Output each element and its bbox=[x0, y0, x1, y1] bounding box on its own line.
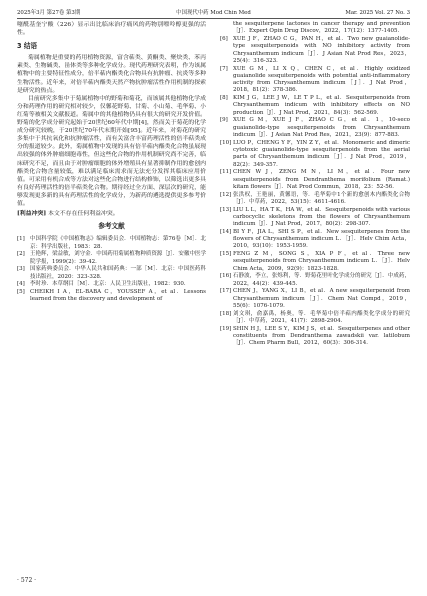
reference-number bbox=[220, 21, 233, 36]
reference-text: 中国科学院《中国植物志》编辑委员会．中国植物志：第76卷［M］．北京：科学出版社，1983：28． bbox=[30, 236, 206, 250]
reference-item bbox=[220, 192, 410, 207]
reference-number: [18] bbox=[220, 310, 232, 317]
reference-number: [2] bbox=[17, 251, 25, 258]
reference-number: [13] bbox=[220, 206, 232, 213]
reference-item bbox=[220, 229, 410, 251]
reference-text: KIM J G，LEE J W，LE T P L，et al．Sesquiterpenoids from Chrysanthemum indicum with inhibitory effects on NO production［J］．J Nat Prod，2021，84(3)：562-569． bbox=[233, 95, 410, 116]
reference-number: [5] bbox=[17, 288, 25, 295]
reference-text: 张洪权，王艳丽，黄馨语，等．毛华菊中1个新的愈创木内酯类化合物［J］．中草药，2022，53(15)：4611-4616． bbox=[233, 191, 410, 205]
reference-number: [7] bbox=[220, 65, 228, 72]
reference-text: XUE G M，XUE J F，ZHAO C G，et al．1，10-seco guaianolide-type sesquiterpenoids from Chrysanthemum indicum［J］．J Asian Nat Prod Res，2021，23(9)：877-883． bbox=[233, 117, 410, 139]
reference-text: LUO P，CHENG Y F，YIN Z Y，et al．Monomeric and dimeric cytotoxic guaianolide-type sesquiterpenoids from the aerial parts of Chrysanthemum indicum［J］．J Nat Prod，2019，82(2)：349-357． bbox=[233, 139, 410, 168]
reference-text: 国家药典委员会．中华人民共和国药典：一部［M］．北京：中国医药科技出版社，2020：323-328． bbox=[30, 266, 206, 280]
reference-number: [9] bbox=[220, 117, 228, 124]
reference-text: SHIN H J，LEE S Y，KIM J S，et al．Sesquiterpenes and other constituents from Dendranthema zawadskii var. latilobum［J］．Chem Pharm Bull，2012，60(3)：306-314． bbox=[233, 325, 410, 347]
reference-number: [4] bbox=[17, 281, 25, 288]
conflict-statement bbox=[17, 210, 206, 218]
reference-number: [19] bbox=[220, 325, 232, 332]
reference-number: [10] bbox=[220, 139, 232, 146]
body-paragraph-1: 菊属植物是重要的药用植物资源，富含萜类、黄酮类、聚炔类、苯丙素类、生物碱类、甾体类等多种化学成分。现代药理研究表明，作为该属植物中的主要特征性成分，倍半萜内酯类化合物具有抗肿瘤、抗炎等多种生物活性。近年来，对倍半萜内酯类天然产物抗肿瘤活性作用机制的探索是研究的热点。 bbox=[17, 55, 206, 94]
header-volume: Mar. 2025 Vol. 27 No. 3 bbox=[345, 10, 410, 16]
reference-text: FENG Z M，SONG S，XIA P F，et al．Three new sesquiterpenoids from Chrysanthemum indicum L．［J］．Helv Chim Acta，2009，92(9)：1823-1828． bbox=[233, 251, 410, 272]
body-paragraph-2: 目前研究多集中于菊属植物中的野菊和菊花，而该属其他植物化学成分和药理作用的研究相对较少，仅馨花野菊、甘菊、小山菊、毛华菊、小红菊等被相关文献报道。菊属中的其他植物仍具有很大的研究开发价值。野菊的化学成分研究起始于20世纪60年代中期[4]，然而关于菊花的化学成分研究较晚，于20世纪70年代末期开始[95]。近年来，对菊花的研究多集中于其抗氧化和抗肿瘤活性，而有关富含丰富药理活性的倍半萜类成分的报道较少。此外，菊属植物中发现的具有倍半萜内酯类化合物虽展现出较强的体外肿瘤细胞毒性，但这些化合物的作用机制研究尚不完善，临床研究不足，而且由于对肿瘤细胞的体外增殖具有显著抑制作用的愈创内酯类化合物含量较低，难以满足临床需求而无法充分发挥其临床应用价值。可采用有机合成等方法对这些化合物进行结构修饰，以筛选出更多具有良好药理活性的倍半萜类化合物。期待经过全方面、深层次的研究，能够发现更多新的具有药理活性的化学成分，为新药的遴选提供更多参考价值。 bbox=[17, 95, 206, 207]
reference-item bbox=[220, 95, 410, 117]
reference-number: [3] bbox=[17, 266, 25, 273]
reference-text: 王艳辉，梁益敏，刘守金．中国药用菊属植物种质资源［J］．安徽中医学院学报，1999(2)：39-42． bbox=[30, 251, 206, 265]
reference-item bbox=[17, 236, 206, 251]
conflict-text: 本文不存在任何利益冲突。 bbox=[48, 211, 119, 218]
reference-item bbox=[220, 140, 410, 169]
reference-number: [15] bbox=[220, 251, 232, 258]
reference-number: [17] bbox=[220, 288, 232, 295]
reference-item bbox=[17, 251, 206, 266]
reference-item bbox=[220, 288, 410, 310]
reference-text: CHEN W J，ZENG M N，LI M，et al．Four new sesquiterpenoids from Dendranthema morifolium (Ramat.) kitam flowers［J］．Nat Prod Commun，2018，23：52-56． bbox=[233, 169, 410, 190]
intro-paragraph: 噻酰基奎宁酸（226）显示出比临床治疗痛风的药物别嘌呤醇更强的活性。 bbox=[17, 22, 206, 37]
left-column bbox=[17, 21, 206, 304]
reference-item bbox=[220, 36, 410, 65]
reference-item bbox=[220, 21, 410, 36]
header-journal: 中国现代中药 Mod Chin Med bbox=[176, 10, 251, 16]
reference-item bbox=[17, 289, 206, 304]
section-heading: 3 结语 bbox=[17, 42, 38, 51]
reference-number: [8] bbox=[220, 95, 228, 102]
reference-number: [11] bbox=[220, 169, 232, 176]
running-header bbox=[17, 4, 410, 19]
reference-item bbox=[220, 251, 410, 273]
reference-number: [14] bbox=[220, 228, 232, 235]
reference-item bbox=[220, 273, 410, 288]
reference-item bbox=[17, 281, 206, 288]
page-number: · 572 · bbox=[17, 577, 37, 584]
reference-item bbox=[220, 66, 410, 95]
right-column bbox=[220, 21, 410, 349]
reference-text: LIU L L，HA T K，HA W，et al．Sesquiterpenoids with various carbocyclic skeletons from the flowers of Chrysanthemum indicum［J］．J Nat Prod，2017，80(2)：298-307． bbox=[233, 206, 410, 228]
reference-item bbox=[17, 266, 206, 281]
conflict-tag: [利益冲突] bbox=[17, 210, 47, 218]
reference-text: 刘文琪，俞嘉禹，杨奥，等．毛华菊中倍半萜内酯类化学成分的研究［J］．中草药，2021，41(7)：2898-2904． bbox=[233, 310, 410, 324]
reference-item bbox=[220, 117, 410, 139]
reference-text: 石静波，李立，张烁利，等．野菊花里叶化学成分的研究［J］．中成药，2022，44(2)：439-445． bbox=[233, 273, 410, 287]
reference-list-left bbox=[17, 236, 206, 303]
references-heading: 参考文献 bbox=[98, 222, 125, 231]
reference-item bbox=[220, 326, 410, 348]
reference-number: [16] bbox=[220, 273, 232, 280]
reference-text: XUE J F，ZHAO C G，PAN H，et al．Two new guaianolide-type sesquiterpenoids with NO inhibitory activity from Chrysanthemum indicum［J］．J Asian Nat Prod Res，2023，25(4)：316-323． bbox=[233, 35, 410, 64]
reference-text: CHEN J，YANG X，LI B，et al．A new sesquiterpenoid from Chrysanthemum indicum［J］．Chem Nat Compd，2019，55(6)：1076-1079． bbox=[233, 288, 410, 309]
reference-item bbox=[220, 311, 410, 326]
reference-text: 李时珍．本草纲目［M］．北京：人民卫生出版社，1982：930． bbox=[30, 281, 190, 288]
reference-text: BI Y F，JIA L，SHI S P，et al．New sesquiterpenes from the flowers of Chrysanthemum indicum L．［J］．Helv Chim Acta，2010，93(10)：1953-1959． bbox=[233, 228, 410, 250]
reference-number: [1] bbox=[17, 236, 25, 243]
reference-text: CHEIKH I A，EL-BABA C，YOUSSEF A，et al．Lessons learned from the discovery and development of bbox=[30, 288, 206, 303]
reference-text: XUE G M，LI X Q，CHEN C，et al．Highly oxidized guaianolide sesquiterpenoids with potential anti-inflammatory activity from Chrysanthemum indicum［J］．J Nat Prod，2018，81(2)：378-386． bbox=[233, 65, 410, 94]
reference-number: [6] bbox=[220, 35, 228, 42]
reference-item bbox=[220, 169, 410, 191]
header-issue: 2025年3月 第27卷 第3期 bbox=[17, 10, 81, 16]
reference-item bbox=[220, 207, 410, 229]
reference-number: [12] bbox=[220, 191, 232, 198]
reference-text: the sesquiterpene lactones in cancer therapy and prevention［J］．Expert Opin Drug Discov，2022，17(12)：1377-1405． bbox=[233, 21, 410, 35]
